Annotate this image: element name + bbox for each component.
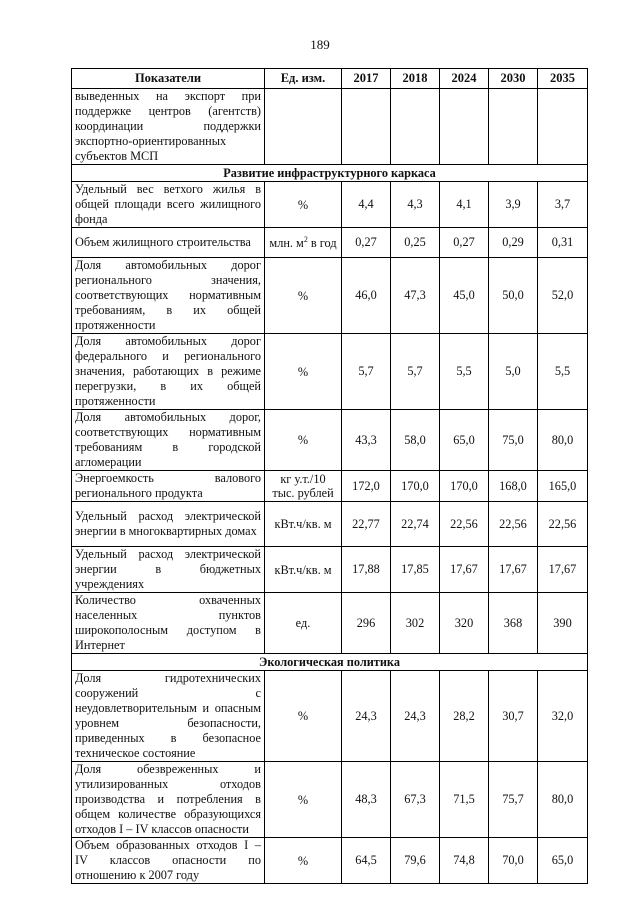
value-cell: 22,56 [440, 502, 489, 547]
unit-cell: кг у.т./10 тыс. рублей [265, 471, 342, 502]
value-cell: 47,3 [391, 258, 440, 334]
section-header-row [72, 165, 588, 182]
value-cell: 3,9 [489, 182, 538, 228]
table-row [72, 410, 588, 471]
indicators-table [71, 68, 588, 884]
value-cell: 79,6 [391, 838, 440, 884]
value-cell: 4,1 [440, 182, 489, 228]
value-cell: 172,0 [342, 471, 391, 502]
header-2018: 2018 [391, 69, 440, 89]
value-cell: 320 [440, 593, 489, 654]
table-row [72, 471, 588, 502]
table-row [72, 228, 588, 258]
table-row [72, 593, 588, 654]
indicator-cell: Удельный расход электрической энергии в бюджетных учреждениях [72, 547, 265, 593]
table-row [72, 671, 588, 762]
indicator-cell: Энергоемкость валового регионального продукта [72, 471, 265, 502]
table-header-row [72, 69, 588, 89]
unit-cell: кВт.ч/кв. м [265, 547, 342, 593]
table-row [72, 182, 588, 228]
value-cell: 70,0 [489, 838, 538, 884]
value-cell: 0,31 [538, 228, 588, 258]
value-cell: 45,0 [440, 258, 489, 334]
value-cell: 67,3 [391, 762, 440, 838]
value-cell: 30,7 [489, 671, 538, 762]
value-cell: 0,27 [342, 228, 391, 258]
value-cell: 22,56 [489, 502, 538, 547]
unit-cell: % [265, 334, 342, 410]
value-cell: 0,29 [489, 228, 538, 258]
page-number: 189 [310, 37, 330, 52]
value-cell [538, 89, 588, 165]
indicator-cell: Удельный расход электрической энергии в многоквартирных домах [72, 502, 265, 547]
table-row [72, 502, 588, 547]
value-cell: 80,0 [538, 762, 588, 838]
value-cell: 0,25 [391, 228, 440, 258]
value-cell: 71,5 [440, 762, 489, 838]
value-cell: 5,5 [538, 334, 588, 410]
value-cell: 50,0 [489, 258, 538, 334]
value-cell: 24,3 [342, 671, 391, 762]
value-cell: 0,27 [440, 228, 489, 258]
table-row [72, 89, 588, 165]
indicator-cell: Количество охваченных населенных пунктов широкополосным доступом в Интернет [72, 593, 265, 654]
value-cell: 368 [489, 593, 538, 654]
value-cell: 64,5 [342, 838, 391, 884]
unit-cell: % [265, 671, 342, 762]
header-2030: 2030 [489, 69, 538, 89]
value-cell [342, 89, 391, 165]
table-row [72, 762, 588, 838]
table-row [72, 838, 588, 884]
value-cell: 22,77 [342, 502, 391, 547]
value-cell: 3,7 [538, 182, 588, 228]
value-cell: 4,3 [391, 182, 440, 228]
value-cell: 5,5 [440, 334, 489, 410]
value-cell: 46,0 [342, 258, 391, 334]
table-row [72, 547, 588, 593]
value-cell [489, 89, 538, 165]
unit-cell: % [265, 762, 342, 838]
header-2035: 2035 [538, 69, 588, 89]
indicator-cell: Доля автомобильных дорог регионального значения, соответствующих нормативным требованиям, в их общей протяженности [72, 258, 265, 334]
indicator-cell: Доля автомобильных дорог, соответствующих нормативным требованиям в городской агломерации [72, 410, 265, 471]
value-cell: 4,4 [342, 182, 391, 228]
value-cell: 165,0 [538, 471, 588, 502]
table-row [72, 258, 588, 334]
header-unit: Ед. изм. [265, 69, 342, 89]
value-cell: 17,88 [342, 547, 391, 593]
unit-cell: млн. $м^2$ в год [265, 228, 342, 258]
indicator-cell: Доля обезвреженных и утилизированных отходов производства и потребления в общем количестве образующихся отходов I – IV классов опасности [72, 762, 265, 838]
value-cell: 17,67 [440, 547, 489, 593]
indicator-cell: Доля гидротехнических сооружений с неудовлетворительным и опасным уровнем безопасности, приведенных в безопасное техническое состояние [72, 671, 265, 762]
indicator-cell: выведенных на экспорт при поддержке центров (агентств) координации поддержки экспортно-ориентированных субъектов МСП [72, 89, 265, 165]
value-cell: 5,7 [342, 334, 391, 410]
unit-cell [265, 89, 342, 165]
value-cell: 28,2 [440, 671, 489, 762]
value-cell: 296 [342, 593, 391, 654]
value-cell: 22,74 [391, 502, 440, 547]
indicator-cell: Объем образованных отходов I – IV классов опасности по отношению к 2007 году [72, 838, 265, 884]
value-cell: 75,7 [489, 762, 538, 838]
value-cell: 65,0 [440, 410, 489, 471]
section-title: Экологическая политика [72, 654, 588, 671]
value-cell: 168,0 [489, 471, 538, 502]
value-cell: 22,56 [538, 502, 588, 547]
value-cell [440, 89, 489, 165]
value-cell: 32,0 [538, 671, 588, 762]
value-cell: 17,85 [391, 547, 440, 593]
value-cell: 17,67 [489, 547, 538, 593]
value-cell: 43,3 [342, 410, 391, 471]
header-2024: 2024 [440, 69, 489, 89]
unit-cell: % [265, 838, 342, 884]
value-cell: 5,7 [391, 334, 440, 410]
value-cell: 302 [391, 593, 440, 654]
value-cell: 5,0 [489, 334, 538, 410]
value-cell: 390 [538, 593, 588, 654]
header-indicators: Показатели [72, 69, 265, 89]
table-row [72, 334, 588, 410]
unit-cell: кВт.ч/кв. м [265, 502, 342, 547]
value-cell [391, 89, 440, 165]
value-cell: 48,3 [342, 762, 391, 838]
value-cell: 170,0 [440, 471, 489, 502]
value-cell: 58,0 [391, 410, 440, 471]
value-cell: 52,0 [538, 258, 588, 334]
unit-cell: % [265, 258, 342, 334]
value-cell: 80,0 [538, 410, 588, 471]
header-2017: 2017 [342, 69, 391, 89]
value-cell: 170,0 [391, 471, 440, 502]
indicator-cell: Доля автомобильных дорог федерального и регионального значения, работающих в режиме перегрузки, в их общей протяженности [72, 334, 265, 410]
value-cell: 75,0 [489, 410, 538, 471]
unit-cell: % [265, 182, 342, 228]
value-cell: 24,3 [391, 671, 440, 762]
unit-cell: % [265, 410, 342, 471]
indicator-cell: Объем жилищного строительства [72, 228, 265, 258]
section-header-row [72, 654, 588, 671]
unit-cell: ед. [265, 593, 342, 654]
indicator-cell: Удельный вес ветхого жилья в общей площади всего жилищного фонда [72, 182, 265, 228]
value-cell: 65,0 [538, 838, 588, 884]
section-title: Развитие инфраструктурного каркаса [72, 165, 588, 182]
value-cell: 17,67 [538, 547, 588, 593]
value-cell: 74,8 [440, 838, 489, 884]
